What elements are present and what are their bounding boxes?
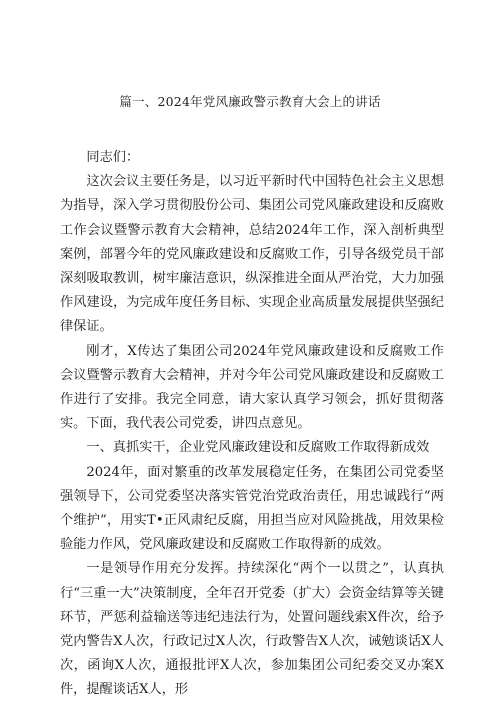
document-title: 篇一、2024年党风廉政警示教育大会上的讲话 <box>119 94 381 109</box>
document-body <box>60 146 444 703</box>
paragraph-intro: 这次会议主要任务是，以习近平新时代中国特色社会主义思想为指导，深入学习贯彻股份公司、集团公司党风廉政建设和反腐败工作会议暨警示教育大会精神，总结2024年工作，深入剖析典型案例，部署今年的党风廉政建设和反腐败工作，引导各级党员干部深刻吸取教训，树牢廉洁意识，纵深推进全面从严治党，大力加强作风建设，为完成年度任务目标、实现企业高质量发展提供坚强纪律保证。 <box>60 174 444 335</box>
paragraph-leadership: 一是领导作用充分发挥。持续深化“两个一以贯之”，认真执行“三重一大”决策制度，全年召开党委（扩大）会资金结算等关键环节，严惩利益输送等违纪违法行为，处置问题线索X件次，给予党内警告X人次，行政记过X人次，行政警告X人次，诫勉谈话X人次，函询X人次，通报批评X人次，参加集团公司纪委交叉办案X件，提醒谈话X人，形 <box>60 561 444 698</box>
section-heading-1: 一、真抓实干，企业党风廉政建设和反腐败工作取得新成效 <box>86 440 430 456</box>
paragraph-transmission: 刚才，X传达了集团公司2024年党风廉政建设和反腐败工作会议暨警示教育大会精神，并对今年公司党风廉政建设和反腐败工作进行了安排。我完全同意，请大家认真学习领会，抓好贯彻落实。下面，我代表公司党委，讲四点意见。 <box>60 343 444 432</box>
salutation: 同志们： <box>86 150 140 165</box>
paragraph-2024-summary: 2024年，面对繁重的改革发展稳定任务，在集团公司党委坚强领导下，公司党委坚决落实管党治党政治责任，用忠诚践行“两个维护”，用实T•正风肃纪反腐，用担当应对风险挑战，用效果检验能力作风，党风廉政建设和反腐败工作取得新的成效。 <box>60 464 444 553</box>
